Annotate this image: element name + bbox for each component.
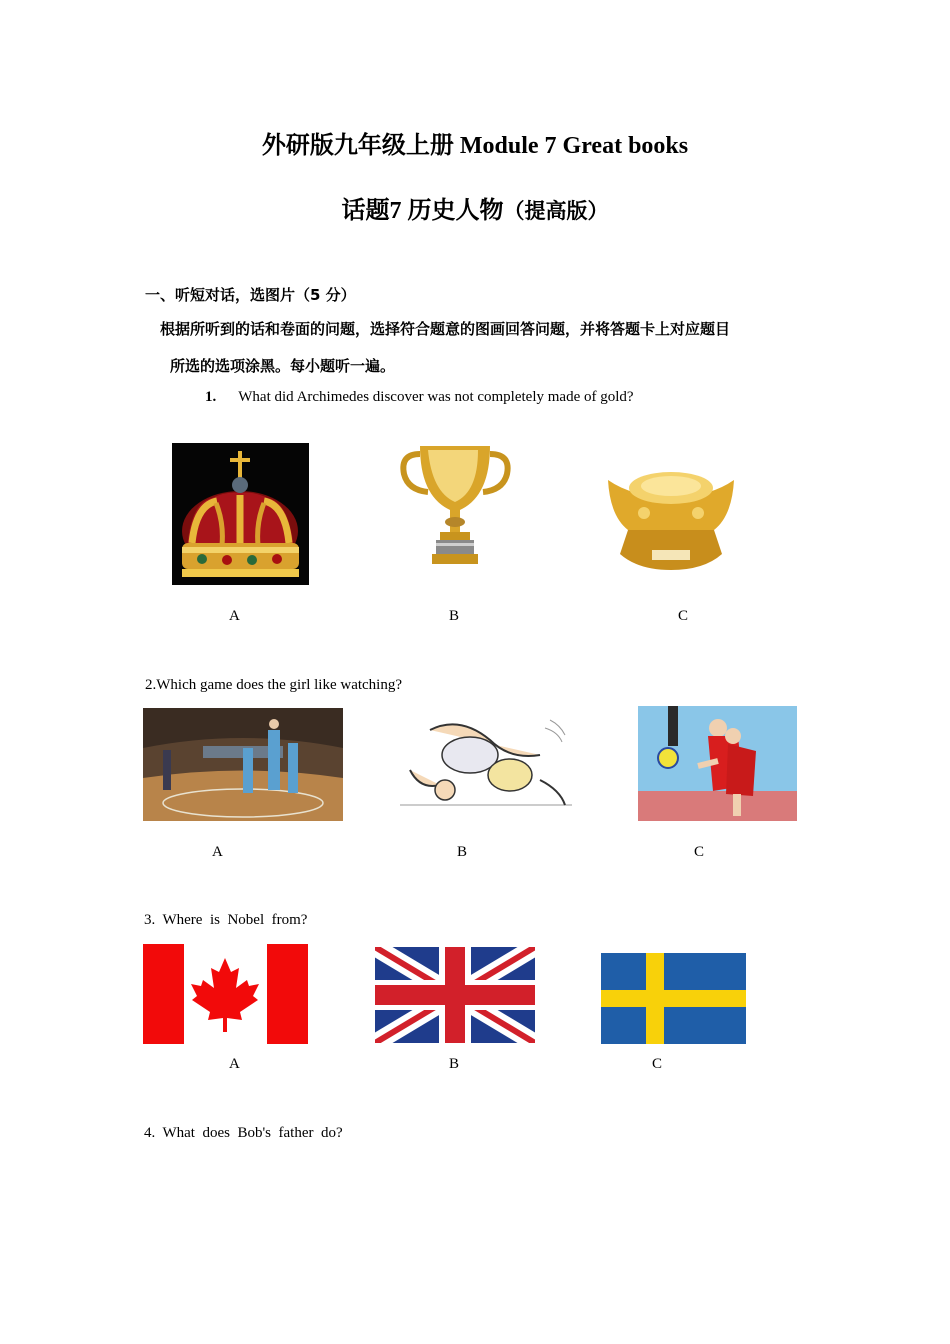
uk-flag — [375, 947, 535, 1043]
option-label-b: B — [449, 1056, 460, 1072]
question-text: What did Archimedes discover was not completely made of gold? — [238, 389, 634, 405]
option-label-b: B — [449, 608, 460, 624]
document-title: 外研版九年级上册 Module 7 Great books — [261, 133, 689, 159]
option-label-a: A — [212, 844, 223, 860]
option-label-c: C — [694, 844, 705, 860]
volleyball-image — [638, 706, 797, 821]
canada-flag — [143, 944, 308, 1044]
section-heading: 一、听短对话，选图片（5 分） — [145, 286, 356, 304]
question-1 — [205, 389, 634, 406]
document-subtitle — [0, 190, 950, 225]
wrestling-image — [400, 710, 572, 821]
question-number: 1. — [205, 389, 217, 405]
option-label-c: C — [678, 608, 689, 624]
trophy-cup-image — [398, 440, 513, 570]
subtitle-main: 话题7 历史人物 — [341, 198, 504, 224]
instruction-line-1: 根据所听到的话和卷面的问题，选择符合题意的图画回答问题，并将答题卡上对应题目 — [160, 320, 731, 338]
gold-ingot-image — [604, 458, 738, 580]
option-label-b: B — [457, 844, 468, 860]
question-4: 4. What does Bob's father do? — [144, 1125, 343, 1141]
option-label-a: A — [229, 608, 240, 624]
instruction-line-2: 所选的选项涂黑。每小题听一遍。 — [170, 357, 396, 375]
question-2: 2.Which game does the girl like watching? — [145, 677, 402, 693]
question-3: 3. Where is Nobel from? — [144, 912, 308, 928]
subtitle-paren: （提高版） — [503, 199, 609, 223]
sweden-flag — [601, 953, 746, 1044]
basketball-image — [143, 708, 343, 821]
crown-image — [172, 443, 309, 585]
option-label-c: C — [652, 1056, 663, 1072]
option-label-a: A — [229, 1056, 240, 1072]
